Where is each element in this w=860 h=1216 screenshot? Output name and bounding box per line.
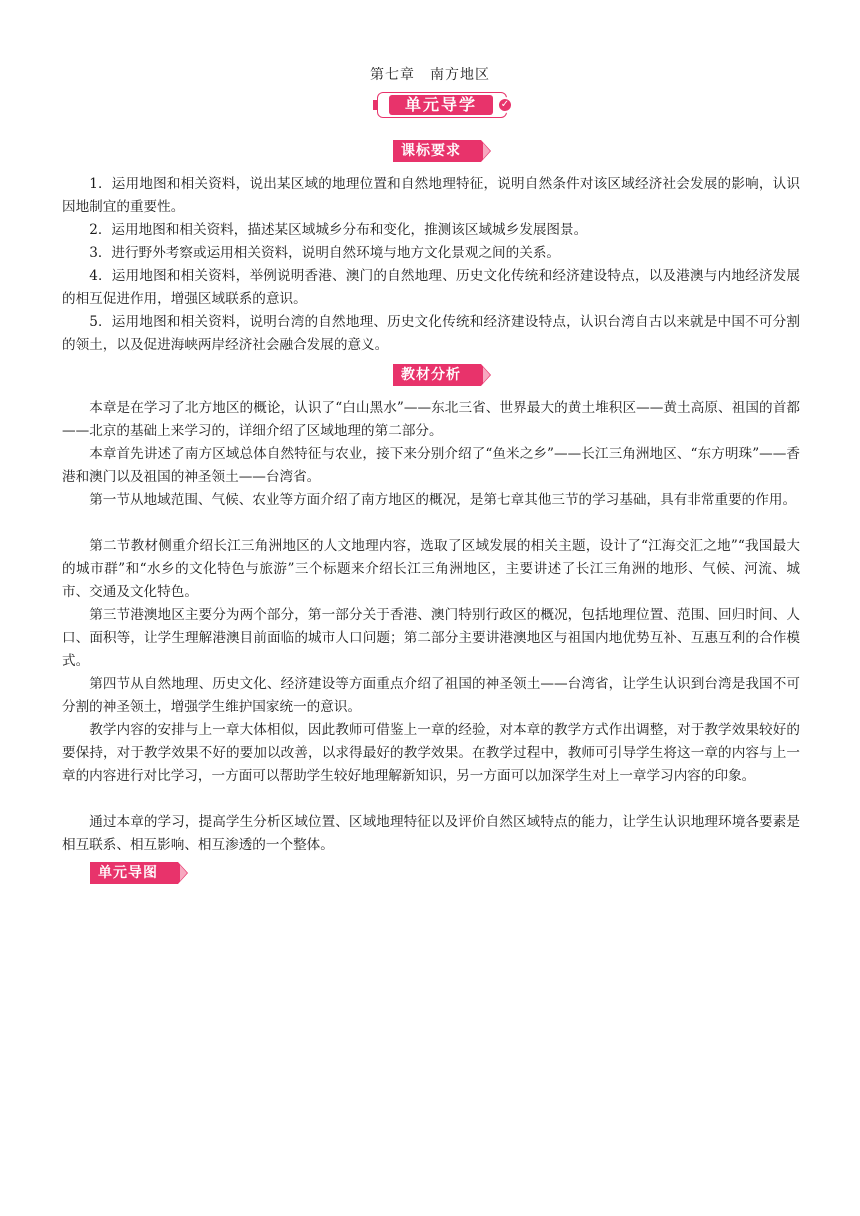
- analysis-tag-label: 教材分析: [393, 364, 481, 386]
- curriculum-item-4: 4．运用地图和相关资料，举例说明香港、澳门的自然地理、历史文化传统和经济建设特点，以及港澳与内地经济发展的相互促进作用，增强区域联系的意识。: [62, 268, 800, 307]
- tag-arrow-highlight-icon: [483, 367, 490, 383]
- curriculum-item-2: 2．运用地图和相关资料，描述某区域城乡分布和变化，推测该区域城乡发展图景。: [89, 222, 588, 238]
- analysis-paragraph-1: 本章是在学习了北方地区的概论，认识了“白山黑水”——东北三省、世界最大的黄土堆积区——黄土高原、祖国的首都——北京的基础上来学习的，详细介绍了区域地理的第二部分。: [62, 400, 800, 439]
- analysis-paragraph-5: 第三节港澳地区主要分为两个部分，第一部分关于香港、澳门特别行政区的概况，包括地理位置、范围、回归时间、人口、面积等，让学生理解港澳目前面临的城市人口问题；第二部分主要讲港澳地区与祖国内地优势互补、互惠互利的合作模式。: [62, 607, 800, 669]
- analysis-paragraph-2: 本章首先讲述了南方区域总体自然特征与农业，接下来分别介绍了“鱼米之乡”——长江三角洲地区、“东方明珠”——香港和澳门以及祖国的神圣领土——台湾省。: [62, 446, 800, 485]
- banner-label: 单元导学: [404, 95, 477, 114]
- curriculum-tag-label: 课标要求: [393, 140, 481, 162]
- curriculum-item-3: 3．进行野外考察或运用相关资料，说明自然环境与地方文化景观之间的关系。: [89, 245, 561, 261]
- analysis-paragraph-3: 第一节从地域范围、气候、农业等方面介绍了南方地区的概况，是第七章其他三节的学习基础，具有非常重要的作用。: [89, 492, 797, 508]
- curriculum-item-1: 1．运用地图和相关资料，说出某区域的地理位置和自然地理特征，说明自然条件对该区域经济社会发展的影响，认识因地制宜的重要性。: [62, 176, 800, 215]
- analysis-paragraph-4: 第二节教材侧重介绍长江三角洲地区的人文地理内容，选取了区域发展的相关主题，设计了“江海交汇之地”“我国最大的城市群”和“水乡的文化特色与旅游”三个标题来介绍长江三角洲地区，主要讲述了长江三角洲的地形、气候、河流、城市、交通及文化特色。: [62, 538, 800, 600]
- analysis-paragraph-8: 通过本章的学习，提高学生分析区域位置、区域地理特征以及评价自然区域特点的能力，让学生认识地理环境各要素是相互联系、相互影响、相互渗透的一个整体。: [62, 814, 800, 853]
- check-icon: ✓: [497, 97, 513, 113]
- analysis-paragraph-6: 第四节从自然地理、历史文化、经济建设等方面重点介绍了祖国的神圣领土——台湾省，让学生认识到台湾是我国不可分割的神圣领土，增强学生维护国家统一的意识。: [62, 676, 800, 715]
- tag-arrow-highlight-icon: [483, 143, 490, 159]
- analysis-paragraph-7: 教学内容的安排与上一章大体相似，因此教师可借鉴上一章的经验，对本章的教学方式作出调整，对于教学效果较好的要保持，对于教学效果不好的要加以改善，以求得最好的教学效果。在教学过程中，教师可引导学生将这一章的内容与上一章的内容进行对比学习，一方面可以帮助学生较好地理解新知识，另一方面可以加深学生对上一章学习内容的印象。: [62, 722, 800, 784]
- unit-map-tag-label: 单元导图: [90, 862, 178, 884]
- curriculum-item-5: 5．运用地图和相关资料，说明台湾的自然地理、历史文化传统和经济建设特点，认识台湾自古以来就是中国不可分割的领土，以及促进海峡两岸经济社会融合发展的意义。: [62, 314, 800, 353]
- unit-guide-banner: [377, 92, 515, 120]
- tag-arrow-highlight-icon: [180, 865, 187, 881]
- chapter-title: 第七章 南方地区: [370, 67, 490, 83]
